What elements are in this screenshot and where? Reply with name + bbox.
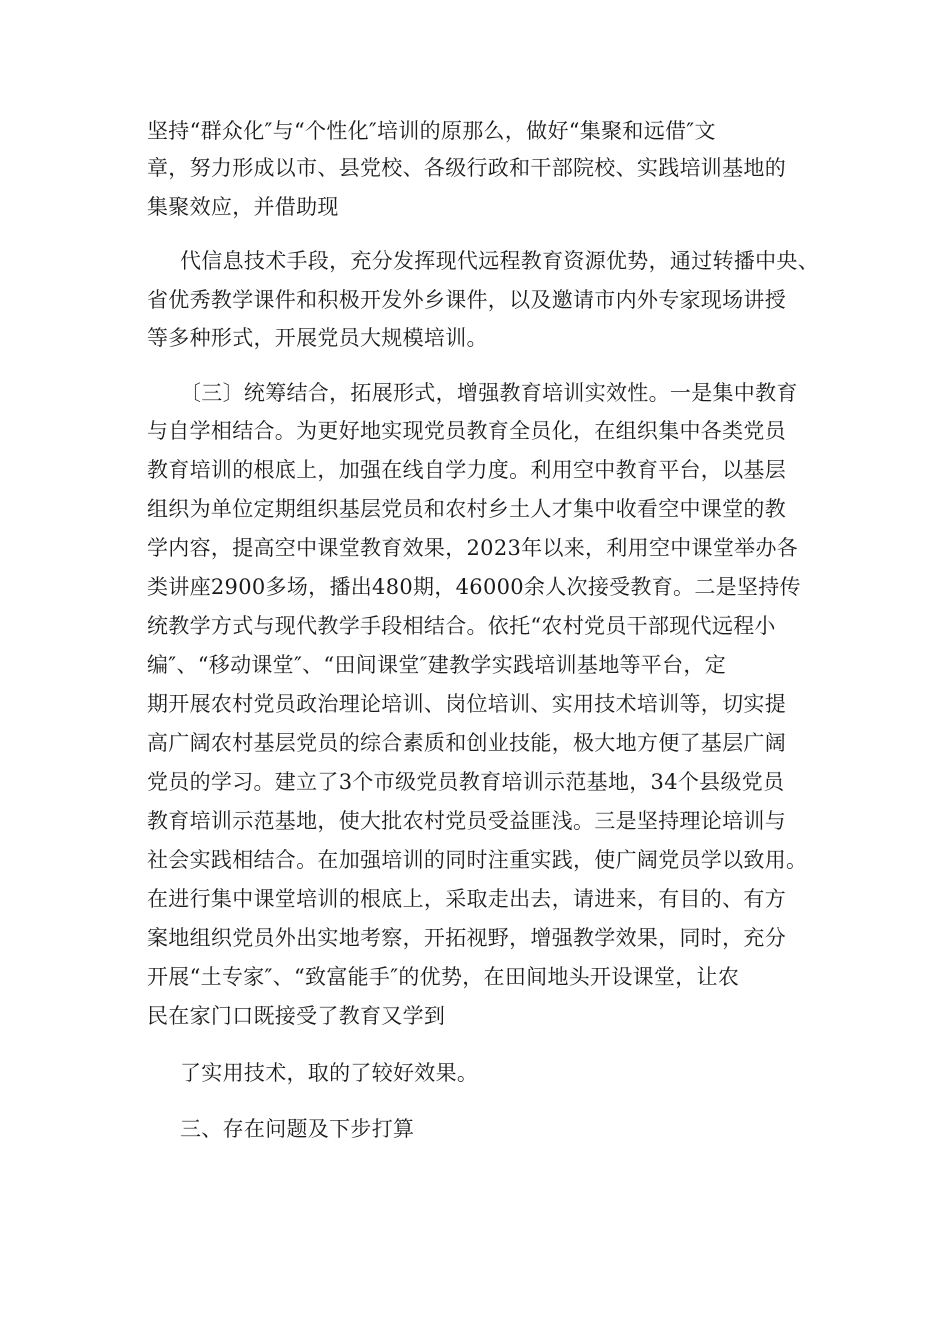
paragraph-1-line-2: 章，努力形成以市、县党校、各级行政和干部院校、实践培训基地的: [147, 156, 786, 180]
paragraph-3-line-17: 民在家门口既接受了教育又学到: [147, 1004, 446, 1028]
paragraph-1-line-3: 集聚效应，并借助现: [147, 195, 339, 219]
paragraph-3-line-10: 高广阔农村基层党员的综合素质和创业技能，极大地方便了基层广阔: [147, 731, 786, 755]
paragraph-3-line-14: 在进行集中课堂培训的根底上，采取走出去，请进来，有目的、有方: [147, 887, 786, 911]
paragraph-3-line-7: 统教学方式与现代教学手段相结合。依托“农村党员干部现代远程小: [147, 614, 776, 638]
paragraph-3-line-13: 社会实践相结合。在加强培训的同时注重实践，使广阔党员学以致用。: [147, 848, 808, 872]
paragraph-3-line-12: 教育培训示范基地，使大批农村党员受益匪浅。三是坚持理论培训与: [147, 809, 786, 833]
paragraph-3-line-4: 组织为单位定期组织基层党员和农村乡土人才集中收看空中课堂的教: [147, 497, 786, 521]
paragraph-3-line-5: 学内容，提高空中课堂教育效果，2023年以来，利用空中课堂举办各: [147, 536, 799, 560]
paragraph-3-line-11: 党员的学习。建立了3个市级党员教育培训示范基地，34个县级党员: [147, 770, 785, 794]
paragraph-2-line-1: 代信息技术手段，充分发挥现代远程教育资源优势，通过转播中央、: [180, 249, 819, 273]
paragraph-3-line-8: 编″、“移动课堂″、“田间课堂″建教学实践培训基地等平台，定: [147, 653, 727, 677]
paragraph-3-line-15: 案地组织党员外出实地考察，开拓视野，增强教学效果，同时，充分: [147, 926, 786, 950]
paragraph-3-line-16: 开展“土专家″、“致富能手″的优势，在田间地头开设课堂，让农: [147, 965, 740, 989]
paragraph-2-line-2: 省优秀教学课件和积极开发外乡课件，以及邀请市内外专家现场讲授: [147, 288, 786, 312]
paragraph-1-line-1: 坚持“群众化″与“个性化″培训的原那么，做好“集聚和远借″文: [147, 119, 716, 143]
paragraph-3-line-3: 教育培训的根底上，加强在线自学力度。利用空中教育平台，以基层: [147, 458, 786, 482]
paragraph-3-line-9: 期开展农村党员政治理论培训、岗位培训、实用技术培训等，切实提: [147, 692, 786, 716]
paragraph-3-line-6: 类讲座2900多场，播出480期，46000余人次接受教育。二是坚持传: [147, 575, 801, 599]
paragraph-2-line-3: 等多种形式，开展党员大规模培训。: [147, 326, 488, 350]
paragraph-3-line-1: 〔三〕统筹结合，拓展形式，增强教育培训实效性。一是集中教育: [180, 381, 798, 405]
section-heading: 三、存在问题及下步打算: [180, 1117, 415, 1141]
paragraph-4-line-1: 了实用技术，取的了较好效果。: [180, 1061, 479, 1085]
paragraph-3-line-2: 与自学相结合。为更好地实现党员教育全员化，在组织集中各类党员: [147, 419, 786, 443]
